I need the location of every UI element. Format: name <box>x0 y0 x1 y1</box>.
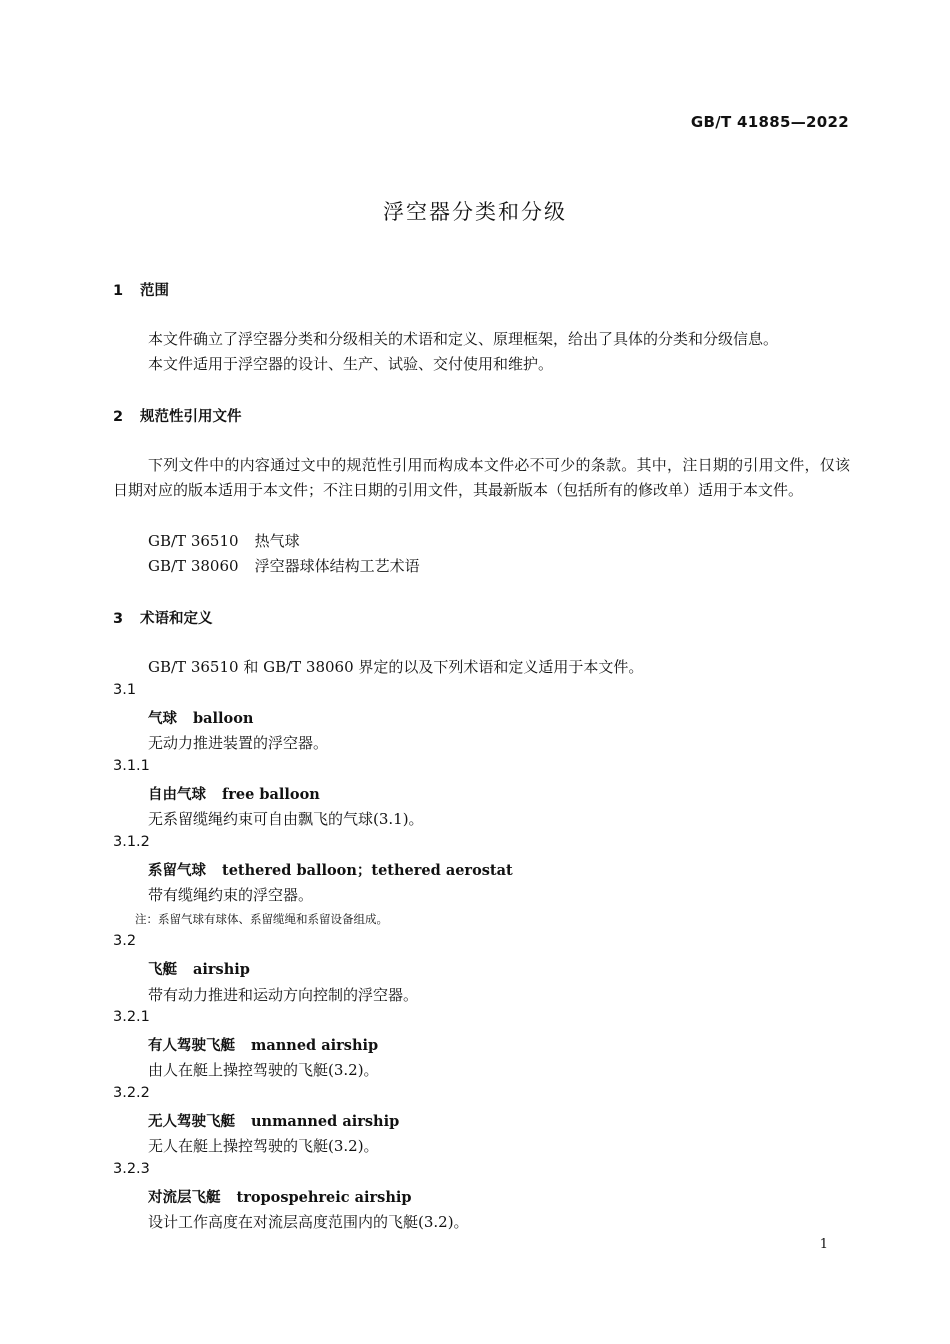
term-title <box>148 1186 412 1207</box>
term-definition: 带有缆绳约束的浮空器。 <box>148 886 314 904</box>
page-number: 1 <box>819 1237 828 1252</box>
section-1-heading <box>113 279 169 300</box>
section-3-heading <box>113 607 213 628</box>
paragraph: 本文件确立了浮空器分类和分级相关的术语和定义、原理框架，给出了具体的分类和分级信息。 <box>148 330 779 348</box>
term-number: 3.2 <box>113 933 137 949</box>
section-title: 规范性引用文件 <box>140 409 242 425</box>
term-number: 3.2.2 <box>113 1085 150 1101</box>
term-title <box>148 1110 399 1131</box>
term-en: unmanned airship <box>251 1113 400 1130</box>
paragraph: 下列文件中的内容通过文中的规范性引用而构成本文件必不可少的条款。其中，注日期的引用文件，仅该日期对应的版本适用于本文件；不注日期的引用文件，其最新版本（包括所有的修改单）适用于本文件。 <box>113 456 850 499</box>
term-definition: 无人在艇上操控驾驶的飞艇(3.2)。 <box>148 1137 379 1155</box>
term-note: 注：系留气球有球体、系留缆绳和系留设备组成。 <box>135 912 388 926</box>
section-number: 2 <box>113 409 124 425</box>
standard-number: GB/T 41885—2022 <box>690 113 849 131</box>
term-zh: 有人驾驶飞艇 <box>148 1038 235 1054</box>
section-number: 3 <box>113 611 124 627</box>
term-definition: 带有动力推进和运动方向控制的浮空器。 <box>148 986 419 1004</box>
section-title: 范围 <box>140 283 169 299</box>
section-2-heading <box>113 405 242 426</box>
term-definition: 无系留缆绳约束可自由飘飞的气球(3.1)。 <box>148 810 424 828</box>
term-definition: 无动力推进装置的浮空器。 <box>148 734 329 752</box>
reference-name: 热气球 <box>254 532 300 550</box>
term-zh: 自由气球 <box>148 787 206 803</box>
term-definition: 设计工作高度在对流层高度范围内的飞艇(3.2)。 <box>148 1213 469 1231</box>
term-number: 3.2.3 <box>113 1161 150 1177</box>
paragraph: GB/T 36510 和 GB/T 38060 界定的以及下列术语和定义适用于本文件。 <box>148 658 644 676</box>
term-en: balloon <box>193 710 254 727</box>
paragraph: 本文件适用于浮空器的设计、生产、试验、交付使用和维护。 <box>148 355 554 373</box>
term-zh: 气球 <box>148 711 177 727</box>
term-zh: 系留气球 <box>148 863 206 879</box>
term-definition: 由人在艇上操控驾驶的飞艇(3.2)。 <box>148 1061 379 1079</box>
term-number: 3.2.1 <box>113 1009 150 1025</box>
term-number: 3.1.1 <box>113 758 150 774</box>
page-title: 浮空器分类和分级 <box>383 200 567 224</box>
term-en: manned airship <box>251 1037 379 1054</box>
term-number: 3.1.2 <box>113 834 150 850</box>
term-en: tropospehreic airship <box>236 1189 412 1206</box>
term-title <box>148 859 513 880</box>
section-number: 1 <box>113 283 124 299</box>
term-en: free balloon <box>222 786 320 803</box>
term-zh: 飞艇 <box>148 962 177 978</box>
term-number: 3.1 <box>113 682 137 698</box>
reference-name: 浮空器球体结构工艺术语 <box>254 557 420 575</box>
term-en: tethered balloon；tethered aerostat <box>222 862 513 879</box>
reference-item <box>148 530 300 551</box>
term-zh: 对流层飞艇 <box>148 1190 221 1206</box>
term-title <box>148 1034 378 1055</box>
section-title: 术语和定义 <box>140 611 213 627</box>
reference-code: GB/T 38060 <box>148 557 239 575</box>
term-title <box>148 958 250 979</box>
term-title <box>148 783 320 804</box>
reference-item <box>148 555 420 576</box>
term-zh: 无人驾驶飞艇 <box>148 1114 235 1130</box>
term-title <box>148 707 253 728</box>
reference-code: GB/T 36510 <box>148 532 239 550</box>
term-en: airship <box>193 961 250 978</box>
